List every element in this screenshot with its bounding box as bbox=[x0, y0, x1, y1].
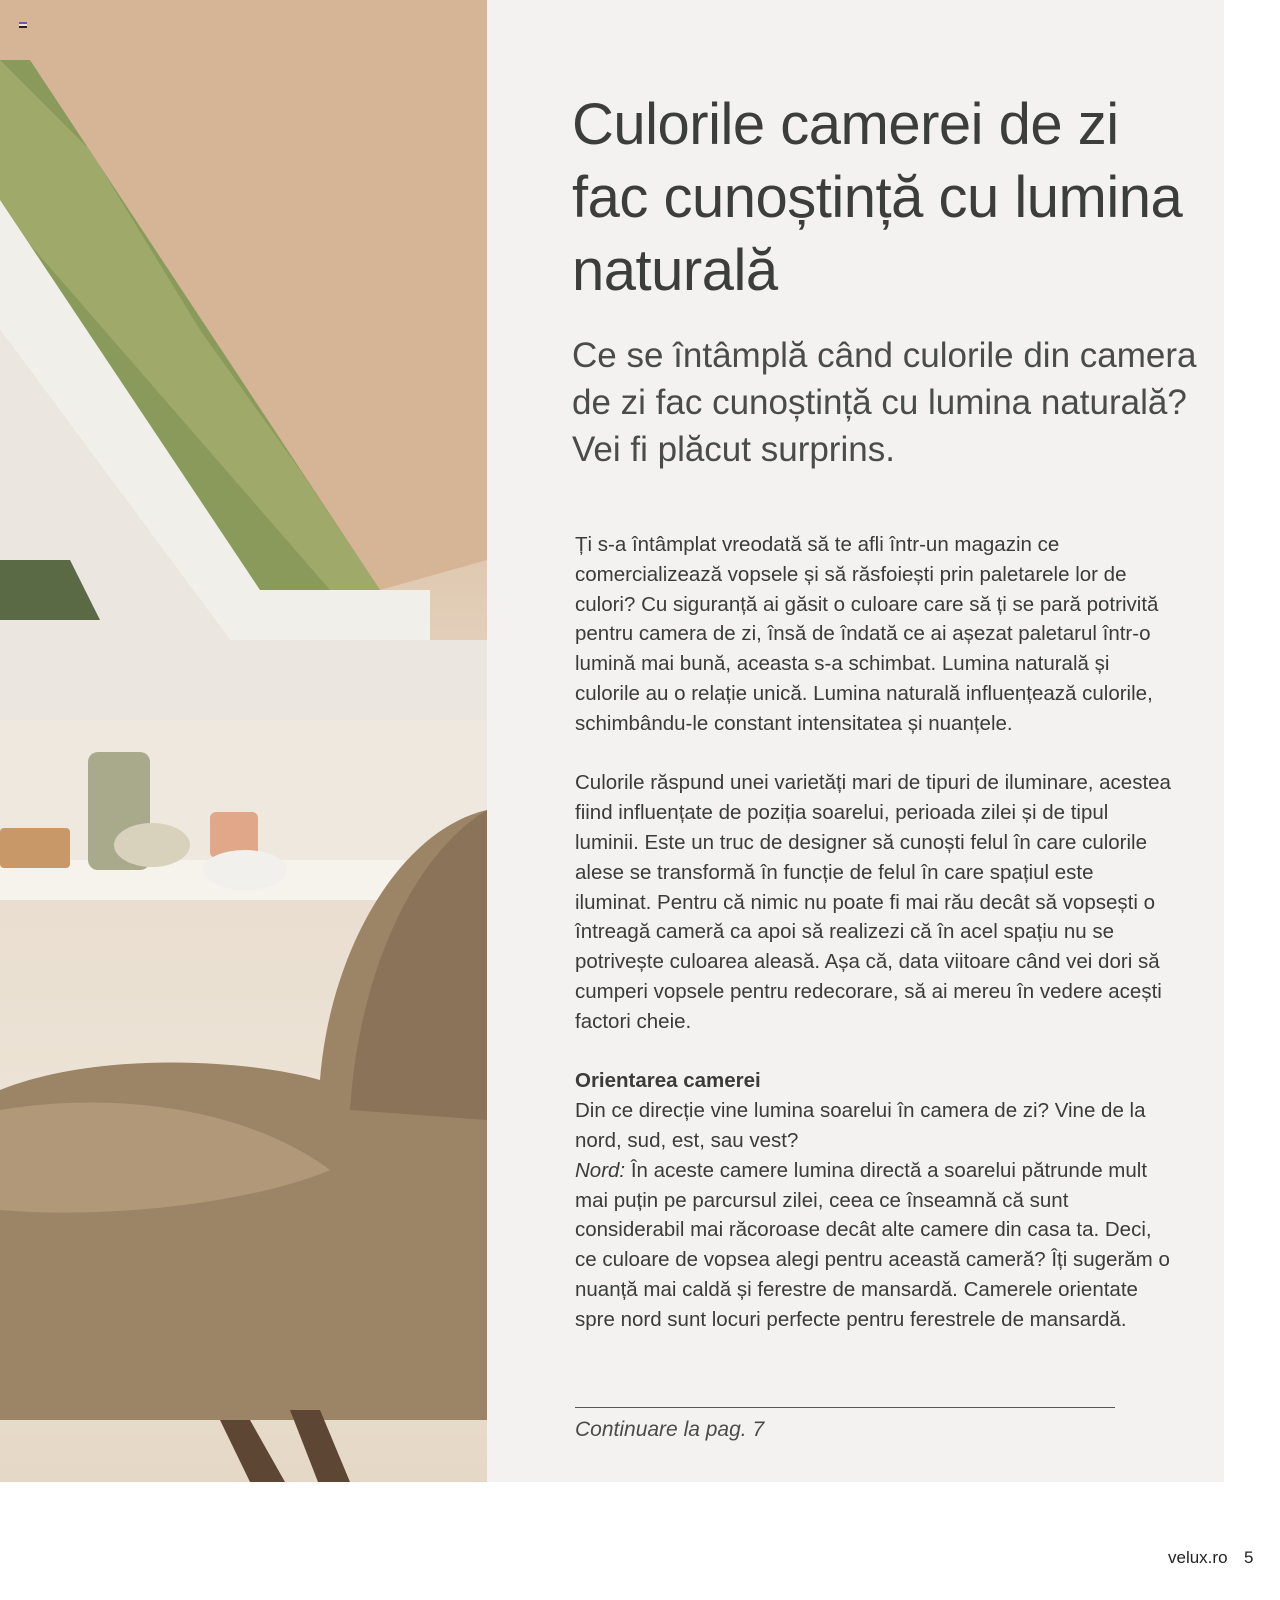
page-number: 5 bbox=[1244, 1548, 1254, 1567]
divider bbox=[575, 1407, 1115, 1408]
section-intro: Din ce direcție vine lumina soarelui în camera de zi? Vine de la nord, sud, est, sau vest? bbox=[575, 1099, 1146, 1152]
page-title: Culorile camerei de zi fac cunoștință cu lumina naturală bbox=[572, 92, 1183, 303]
subtitle: Ce se întâmplă când culorile din camera de zi fac cunoștință cu lumina naturală? Vei fi plăcut surprins. bbox=[572, 336, 1197, 469]
living-room-photo bbox=[0, 0, 487, 1482]
section-text bbox=[575, 1156, 1175, 1335]
paragraph: Culorile răspund unei varietăți mari de tipuri de iluminare, acestea fiind influențate de poziția soarelui, perioada zilei și de tipul luminii. Este un truc de designer să cunoști felul în care culorile alese se transformă în funcție de felul în care spațiul este iluminat. Pentru că nimic nu poate fi mai rău decât să vopsești o întreagă cameră ca apoi să realizezi că în acel spațiu nu se potrivește culoarea aleasă. Așa că, data viitoare când vei dori să cumperi vopsele pentru redecorare, să ai mereu în vedere acești factori cheie. bbox=[575, 771, 1171, 1033]
footer-site: velux.ro bbox=[1168, 1548, 1228, 1567]
section-body: În aceste camere lumina directă a soarelui pătrunde mult mai puțin pe parcursul zilei, ceea ce înseamnă că sunt considerabil mai răcoroase decât alte camere din casa ta. Deci, ce culoare de vopsea alegi pentru această cameră? Îți sugerăm o nuanță mai caldă și ferestre de mansardă. Camerele orientate spre nord sunt locuri perfecte pentru ferestrele de mansardă. bbox=[575, 1158, 1170, 1331]
paragraph: Ți s-a întâmplat vreodată să te afli într-un magazin ce comercializează vopsele și să răsfoiești prin paletarele lor de culori? Cu siguranță ai găsit o culoare care să ți se pară potrivită pentru camera de zi, însă de îndată ce ai așezat paletarul într-o lumină mai bună, aceasta s-a schimbat. Lumina naturală și culorile au o relație unică. Lumina naturală influențează culorile, schimbându-le constant intensitatea și nuanțele. bbox=[575, 533, 1159, 735]
continuation-note: Continuare la pag. 7 bbox=[575, 1418, 765, 1441]
flag-icon bbox=[19, 22, 27, 28]
section-heading: Orientarea camerei bbox=[575, 1069, 761, 1093]
section-label: Nord: bbox=[575, 1158, 626, 1182]
article-body bbox=[575, 530, 1175, 1335]
